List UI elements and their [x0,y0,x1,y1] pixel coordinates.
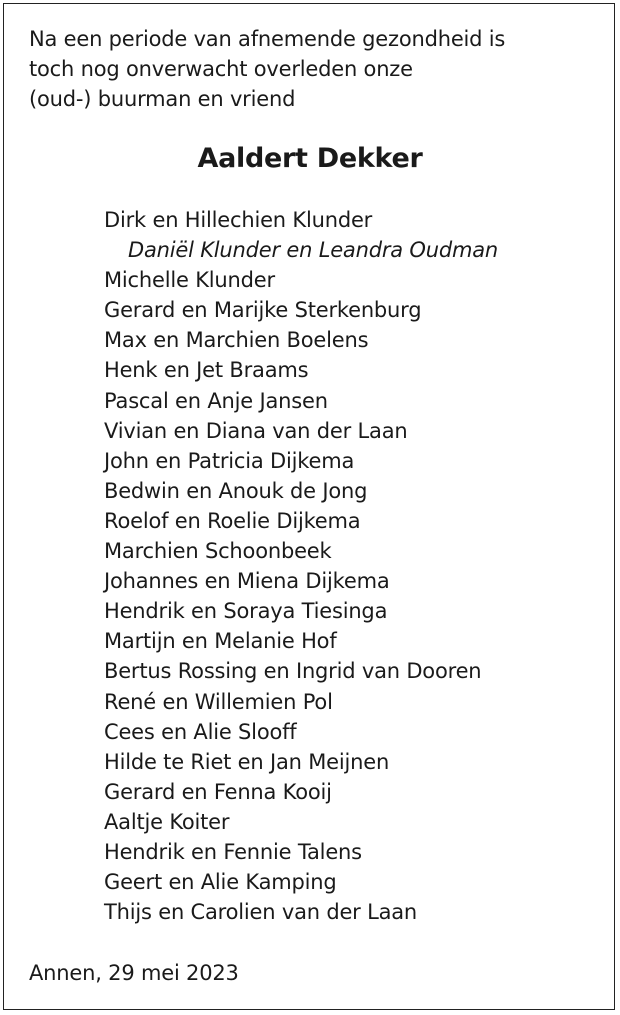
deceased-name: Aaldert Dekker [197,143,423,174]
mourner-line: Aaltje Koiter [104,809,230,834]
mourner-line: Hilde te Riet en Jan Meijnen [104,749,390,774]
intro-line: toch nog onverwacht overleden onze [29,57,413,81]
place-date: Annen, 29 mei 2023 [29,961,239,985]
mourner-line: Dirk en Hillechien Klunder [104,208,373,232]
mourner-line: Roelof en Roelie Dijkema [104,508,361,533]
mourner-line: Pascal en Anje Jansen [104,388,328,413]
mourner-line: Gerard en Fenna Kooij [104,779,332,804]
mourner-line: Geert en Alie Kamping [104,870,337,895]
mourner-line: Martijn en Melanie Hof [104,629,337,654]
mourner-line: Hendrik en Fennie Talens [104,839,362,864]
mourner-line: John en Patricia Dijkema [104,448,355,473]
mourner-line: Marchien Schoonbeek [104,539,332,564]
mourner-line: Gerard en Marijke Sterkenburg [104,298,422,323]
mourner-line-child: Daniël Klunder en Leandra Oudman [128,238,499,263]
mourner-line: René en Willemien Pol [104,689,333,714]
mourner-line: Michelle Klunder [104,268,275,293]
intro-line: (oud-) buurman en vriend [29,87,296,111]
mourner-line: Henk en Jet Braams [104,358,309,383]
mourner-list [104,205,498,927]
mourner-line: Cees en Alie Slooff [104,719,297,744]
mourner-line: Johannes en Miena Dijkema [104,569,390,594]
intro-text [29,24,505,114]
mourner-line: Vivian en Diana van der Laan [104,418,408,443]
mourner-line: Bertus Rossing en Ingrid van Dooren [104,659,482,684]
intro-line: Na een periode van afnemende gezondheid is [29,27,506,51]
mourner-line: Hendrik en Soraya Tiesinga [104,599,388,624]
mourner-line: Thijs en Carolien van der Laan [104,900,418,925]
mourner-line: Bedwin en Anouk de Jong [104,478,368,503]
mourner-line: Max en Marchien Boelens [104,328,369,353]
